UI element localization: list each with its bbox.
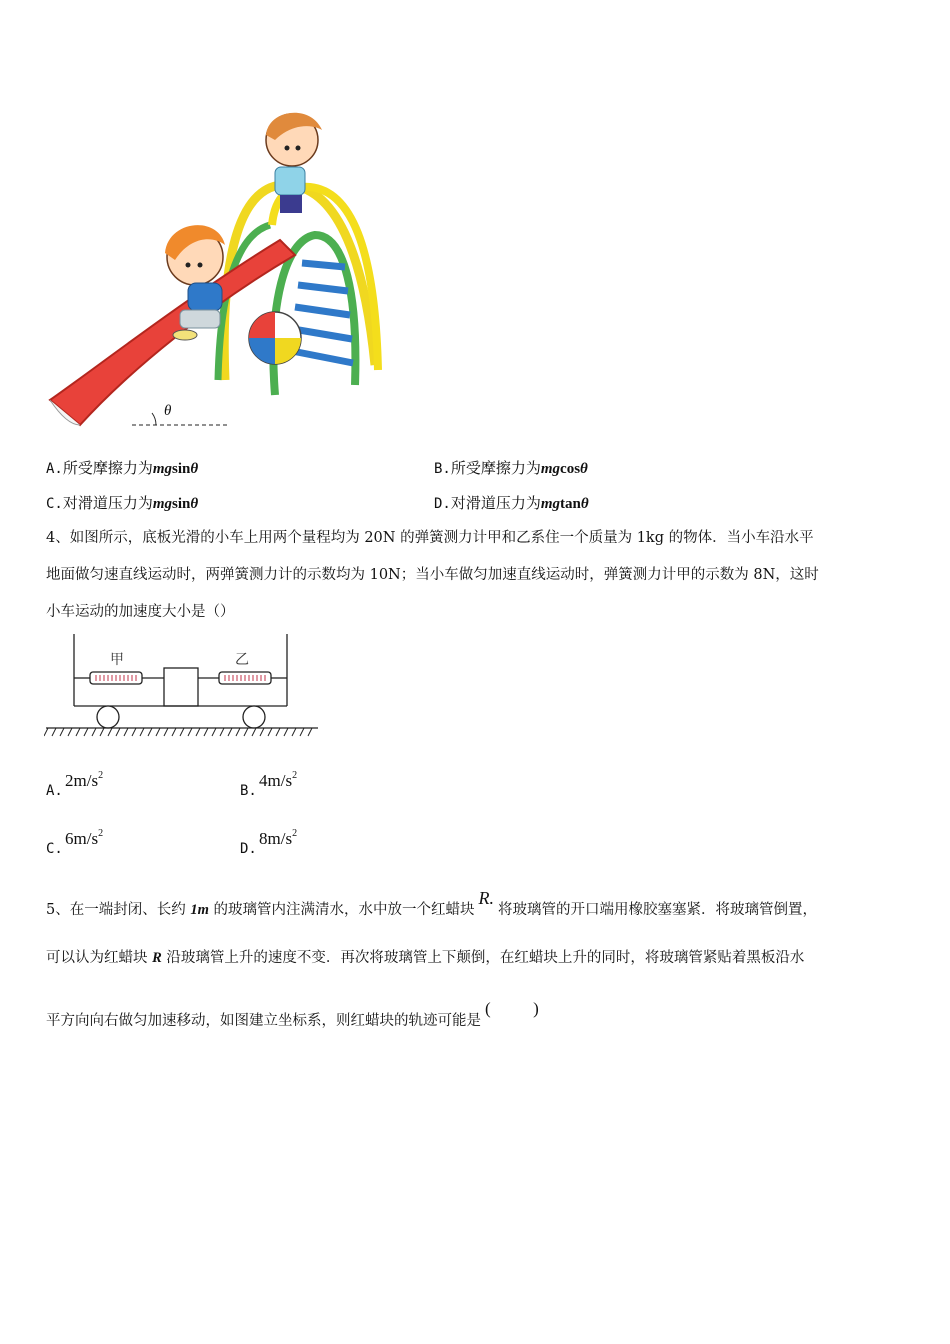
ground-hatching — [44, 728, 312, 736]
slide-illustration — [40, 95, 390, 440]
q5-line-3: 平方向向右做匀加速移动，如图建立坐标系，则红蜡块的轨迹可能是( ) — [46, 999, 539, 1029]
option-letter: C. — [46, 496, 63, 512]
q4-line-2: 地面做匀速直线运动时，两弹簧测力计的示数均为 10N；当小车做匀加速直线运动时，弹簧测力计甲的示数为 8N，这时 — [46, 567, 819, 583]
option-letter: D. — [240, 841, 257, 857]
beach-ball — [249, 312, 301, 364]
option-letter: C. — [46, 841, 63, 857]
q4-line-3: 小车运动的加速度大小是（） — [46, 604, 235, 620]
formula-fn: sin — [172, 496, 191, 512]
answer-paren: ( ) — [485, 999, 539, 1018]
formula-angle: θ — [190, 461, 199, 477]
q3-option-a[interactable] — [46, 458, 198, 479]
formula-angle: θ — [190, 496, 199, 512]
q3-option-b[interactable] — [434, 458, 588, 479]
formula-fn: cos — [560, 461, 581, 477]
q3-option-d[interactable] — [434, 493, 589, 514]
formula-angle: θ — [580, 496, 589, 512]
option-letter: A. — [46, 783, 63, 799]
formula-var: mg — [540, 496, 561, 512]
option-text: 对滑道压力为 — [62, 494, 153, 512]
q4-line-1: 4、如图所示，底板光滑的小车上用两个量程均为 20N 的弹簧测力计甲和乙系住一个质量为 1kg 的物体．当小车沿水平 — [46, 530, 814, 546]
angle-arc — [152, 413, 156, 425]
wheel-right — [243, 706, 265, 728]
option-value: $2m/s^2$ — [65, 770, 104, 790]
r-symbol: R. — [478, 888, 494, 908]
option-value: $8m/s^2$ — [259, 828, 298, 848]
wheel-left — [97, 706, 119, 728]
option-text: 所受摩擦力为 — [450, 459, 541, 477]
option-letter: B. — [434, 461, 451, 477]
option-value: $4m/s^2$ — [259, 770, 298, 790]
q5-line-1: 5、在一端封闭、长约 1m 的玻璃管内注满清水，水中放一个红蜡块R.将玻璃管的开口端用橡胶塞塞紧．将玻璃管倒置， — [46, 888, 817, 918]
option-letter: B. — [240, 783, 257, 799]
spring-coils — [96, 675, 265, 681]
spring-label-jia: 甲 — [110, 652, 124, 668]
theta-label: θ — [164, 403, 172, 419]
spring-label-yi: 乙 — [235, 652, 249, 668]
cart-figure — [44, 630, 324, 742]
formula-var: mg — [540, 461, 561, 477]
formula-var: mg — [152, 496, 173, 512]
option-letter: A. — [46, 461, 63, 477]
mass-block — [164, 668, 198, 706]
q5-line-2: 可以认为红蜡块 R 沿玻璃管上升的速度不变．再次将玻璃管上下颠倒，在红蜡块上升的同时，将玻璃管紧贴着黑板沿水 — [46, 950, 805, 966]
formula-fn: tan — [560, 496, 581, 512]
option-value: $6m/s^2$ — [65, 828, 104, 848]
formula-var: mg — [152, 461, 173, 477]
q3-option-c[interactable] — [46, 493, 198, 514]
formula-fn: sin — [172, 461, 191, 477]
option-text: 所受摩擦力为 — [62, 459, 153, 477]
option-letter: D. — [434, 496, 451, 512]
formula-angle: θ — [580, 461, 588, 477]
option-text: 对滑道压力为 — [450, 494, 541, 512]
